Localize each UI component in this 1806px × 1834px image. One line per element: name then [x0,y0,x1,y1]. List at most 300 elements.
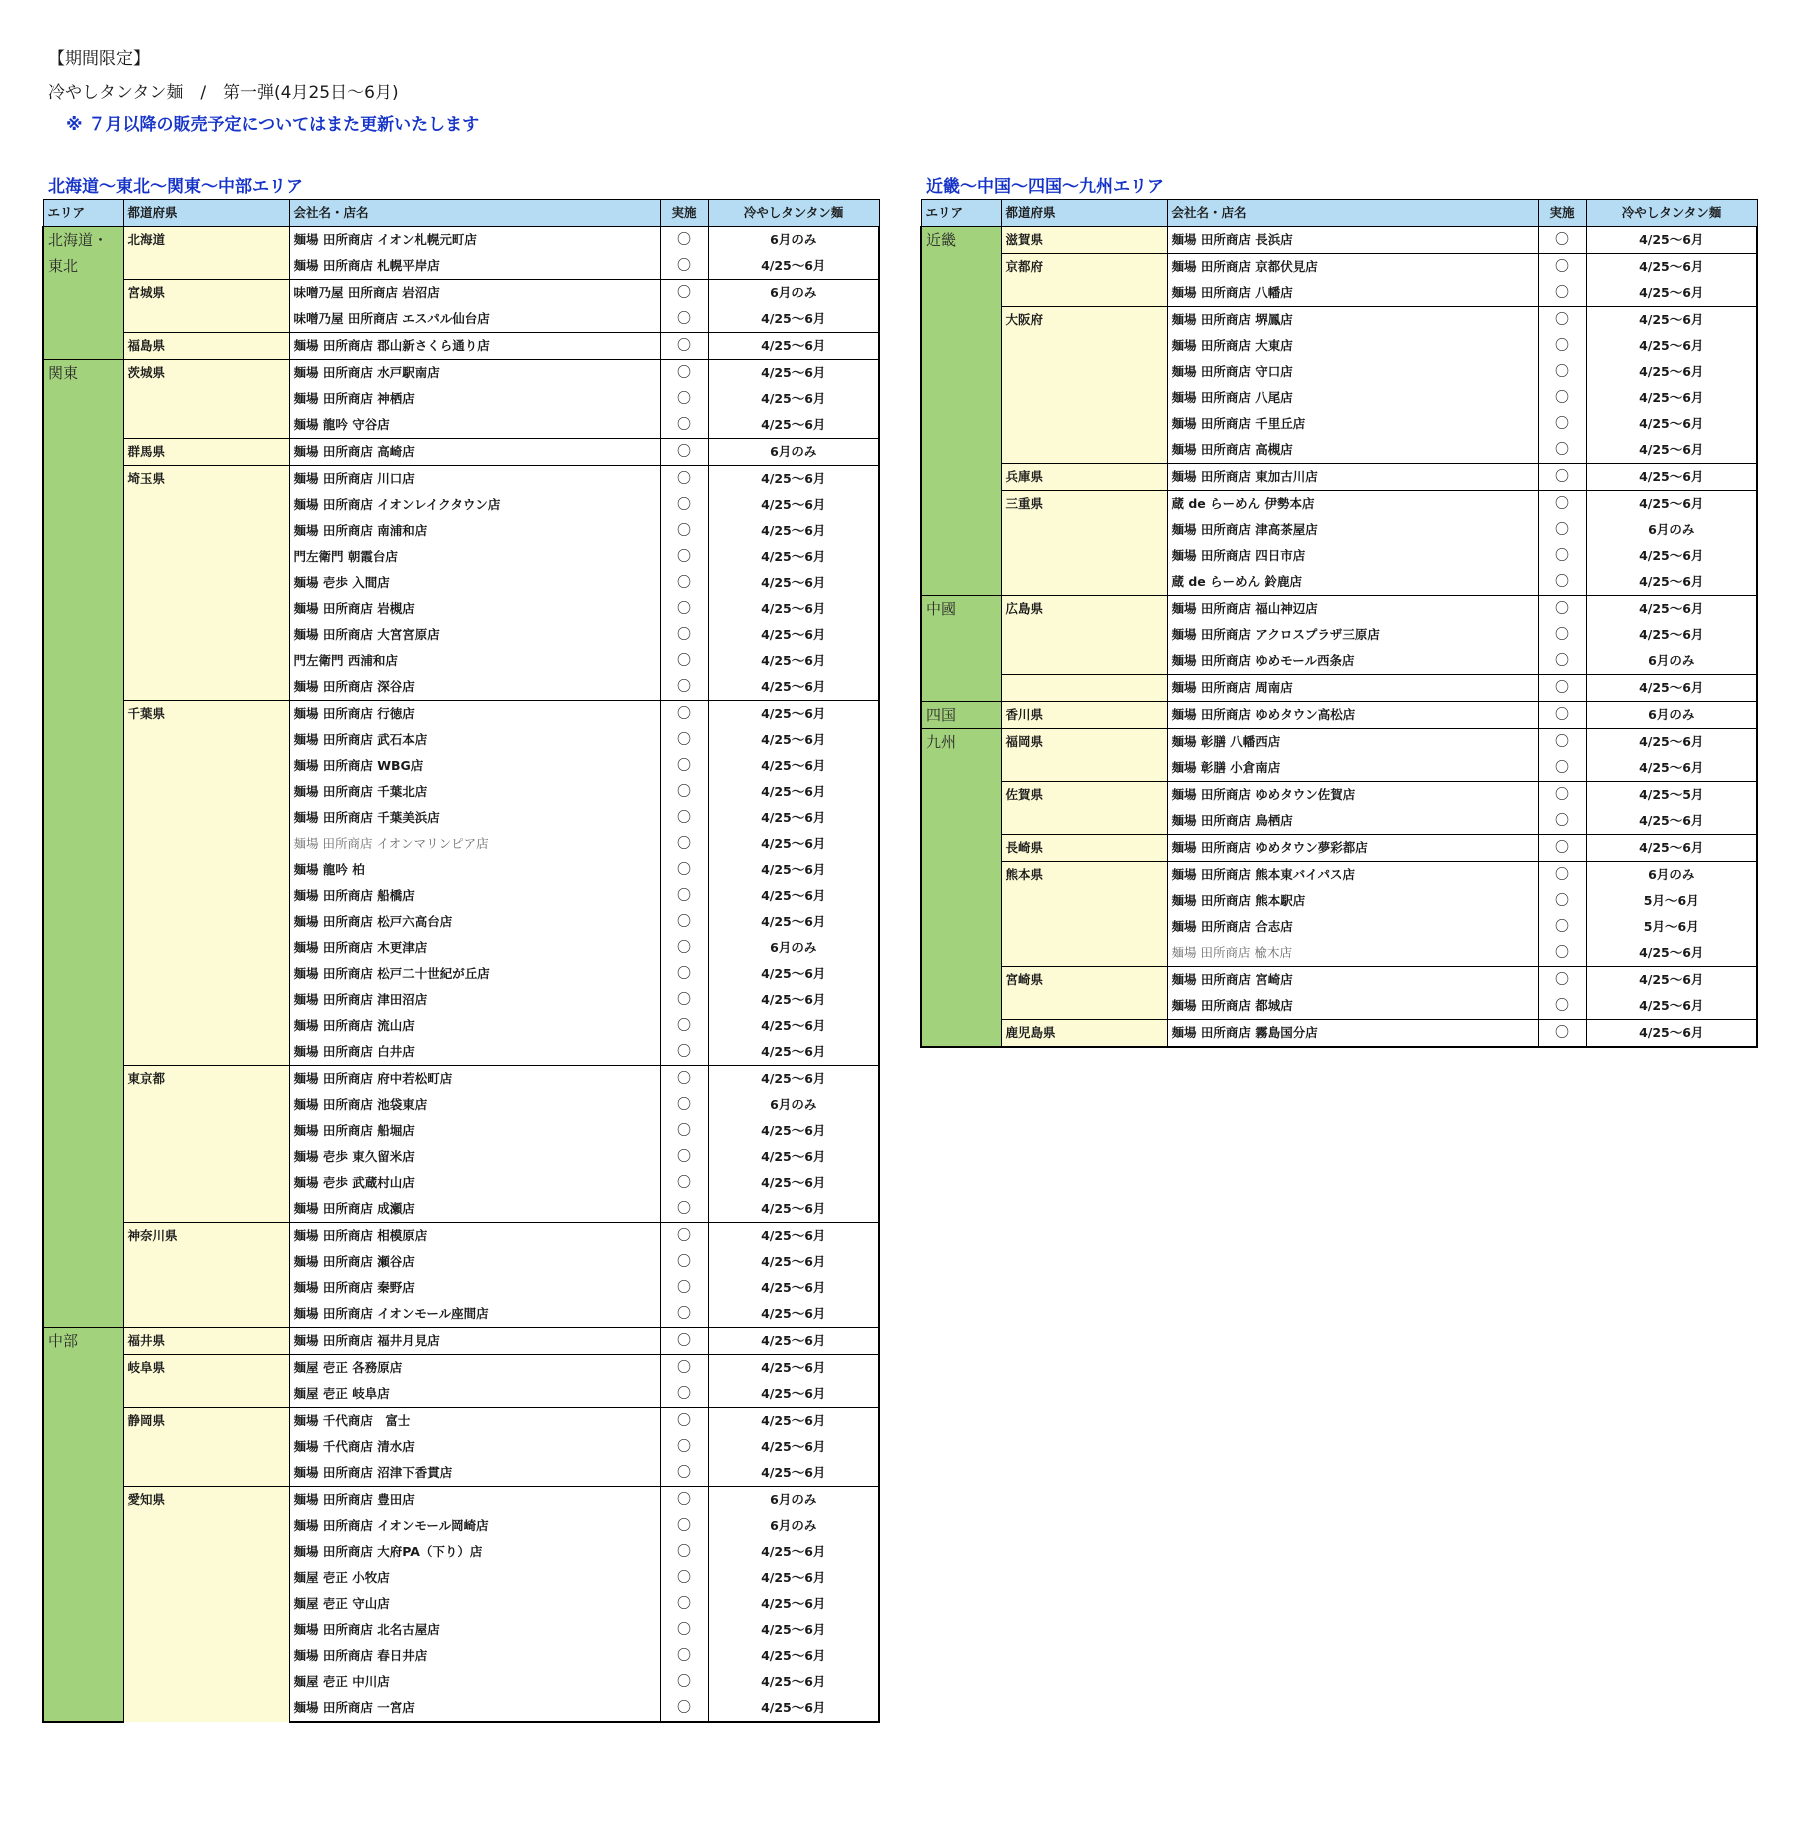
implemented-mark-cell: 〇 [660,1249,708,1275]
store-name-cell: 麺場 田所商店 八幡店 [1167,280,1538,307]
implemented-mark-cell: 〇 [660,386,708,412]
sales-period-cell: 6月のみ [708,1487,879,1514]
sales-period-cell: 4/25～6月 [708,1170,879,1196]
table-row [921,464,1757,491]
implemented-mark-cell: 〇 [660,909,708,935]
implemented-mark-cell: 〇 [660,492,708,518]
table-row [43,701,879,728]
store-name-cell: 麺場 田所商店 千葉美浜店 [289,805,660,831]
implemented-mark-cell: 〇 [1538,491,1586,518]
area-name: 四国 [926,706,957,724]
sales-period-cell: 4/25～6月 [708,306,879,333]
store-name-cell: 麺場 田所商店 守口店 [1167,359,1538,385]
implemented-mark-cell: 〇 [660,701,708,728]
sales-period-cell: 4/25～6月 [1586,333,1757,359]
implemented-mark-cell: 〇 [1538,835,1586,862]
sales-period-cell: 4/25～6月 [1586,359,1757,385]
sales-period-cell: 4/25～6月 [708,1355,879,1382]
implemented-mark-cell: 〇 [660,1695,708,1722]
prefecture-cell: 福井県 [123,1328,289,1355]
prefecture-cell: 三重県 [1001,491,1167,596]
implemented-mark-cell: 〇 [1538,359,1586,385]
area-cell [921,702,1001,729]
store-name-cell: 麺場 田所商店 秦野店 [289,1275,660,1301]
implemented-mark-cell: 〇 [660,1355,708,1382]
implemented-mark-cell: 〇 [660,1460,708,1487]
prefecture-cell: 北海道 [123,227,289,280]
prefecture-cell: 茨城県 [123,360,289,439]
sales-period-cell: 4/25～6月 [708,1381,879,1408]
sales-period-cell: 4/25～6月 [708,857,879,883]
implemented-mark-cell: 〇 [660,280,708,307]
sales-period-cell: 4/25～6月 [1586,967,1757,994]
implemented-mark-cell: 〇 [660,439,708,466]
store-name-cell: 麺屋 壱正 小牧店 [289,1565,660,1591]
sales-period-cell: 4/25～6月 [708,253,879,280]
sales-period-cell: 6月のみ [708,1513,879,1539]
table-row [43,280,879,307]
store-name-cell: 麺場 壱歩 武蔵村山店 [289,1170,660,1196]
implemented-mark-cell: 〇 [1538,888,1586,914]
store-name-cell: 麺場 田所商店 都城店 [1167,993,1538,1020]
implemented-mark-cell: 〇 [660,1118,708,1144]
implemented-mark-cell: 〇 [660,1408,708,1435]
sales-period-cell: 4/25～6月 [1586,254,1757,281]
table-row [921,835,1757,862]
sales-period-cell: 4/25～6月 [708,1275,879,1301]
implemented-mark-cell: 〇 [660,1039,708,1066]
prefecture-cell: 東京都 [123,1066,289,1223]
column-header-implemented: 実施 [1538,200,1586,227]
implemented-mark-cell: 〇 [1538,622,1586,648]
store-name-cell: 麺場 田所商店 津高茶屋店 [1167,517,1538,543]
store-name-cell: 麺場 田所商店 津田沼店 [289,987,660,1013]
table-row [43,1066,879,1093]
store-name-cell: 麺場 田所商店 四日市店 [1167,543,1538,569]
table-row [921,702,1757,729]
sales-period-cell: 4/25～6月 [1586,385,1757,411]
sales-period-cell: 4/25～6月 [708,412,879,439]
store-name-cell: 麺場 田所商店 武石本店 [289,727,660,753]
area-name: 中國 [926,600,957,618]
sales-period-cell: 4/25～6月 [708,701,879,728]
sales-period-cell: 4/25～6月 [708,987,879,1013]
sales-period-cell: 4/25～6月 [708,1223,879,1250]
implemented-mark-cell: 〇 [1538,596,1586,623]
store-name-cell: 麺場 田所商店 ゆめモール西条店 [1167,648,1538,675]
sales-period-cell: 4/25～6月 [708,961,879,987]
table-row [43,333,879,360]
store-name-cell: 麺場 田所商店 大宮宮原店 [289,622,660,648]
column-header-period: 冷やしタンタン麺 [708,200,879,227]
section-title-west: 近畿～中国～四国～九州エリア [926,177,1164,197]
table-row [43,1355,879,1382]
implemented-mark-cell: 〇 [1538,782,1586,809]
sales-period-cell: 4/25～6月 [708,1301,879,1328]
sales-period-cell: 4/25～6月 [708,492,879,518]
implemented-mark-cell: 〇 [660,227,708,254]
implemented-mark-cell: 〇 [660,412,708,439]
sales-period-cell: 4/25～6月 [708,570,879,596]
store-name-cell: 麺場 田所商店 宮崎店 [1167,967,1538,994]
store-name-cell: 麺場 田所商店 高槻店 [1167,437,1538,464]
sales-period-cell: 4/25～6月 [708,1669,879,1695]
sales-period-cell: 4/25～6月 [708,1013,879,1039]
implemented-mark-cell: 〇 [1538,808,1586,835]
prefecture-cell: 滋賀県 [1001,227,1167,254]
area-name: 中部 [48,1332,79,1350]
table-row [43,1408,879,1435]
prefecture-cell: 京都府 [1001,254,1167,307]
store-name-cell: 麺場 田所商店 イオンモール座間店 [289,1301,660,1328]
sales-period-cell: 4/25～6月 [1586,755,1757,782]
store-name-cell: 麺場 田所商店 長浜店 [1167,227,1538,254]
implemented-mark-cell: 〇 [1538,280,1586,307]
table-row [921,782,1757,809]
sales-period-cell: 4/25～6月 [708,805,879,831]
area-cell [43,1328,123,1723]
store-name-cell: 麺場 田所商店 福井月見店 [289,1328,660,1355]
store-name-cell: 麺場 田所商店 周南店 [1167,675,1538,702]
sales-period-cell: 4/25～6月 [708,1144,879,1170]
table-row [43,1328,879,1355]
implemented-mark-cell: 〇 [660,466,708,493]
sales-period-cell: 4/25～6月 [708,1249,879,1275]
store-name-cell: 麺場 田所商店 霧島国分店 [1167,1020,1538,1048]
sales-period-cell: 6月のみ [1586,702,1757,729]
sales-period-cell: 4/25～6月 [708,883,879,909]
sales-period-cell: 4/25～6月 [708,1460,879,1487]
sales-period-cell: 4/25～6月 [708,1066,879,1093]
prefecture-cell: 群馬県 [123,439,289,466]
store-name-cell: 麺場 田所商店 神栖店 [289,386,660,412]
store-name-cell: 麺場 田所商店 ゆめタウン佐賀店 [1167,782,1538,809]
sales-period-cell: 4/25～5月 [1586,782,1757,809]
store-name-cell: 麺場 田所商店 大府PA（下り）店 [289,1539,660,1565]
sales-period-cell: 4/25～6月 [1586,993,1757,1020]
section-title-east: 北海道～東北～関東～中部エリア [48,177,303,197]
implemented-mark-cell: 〇 [660,1381,708,1408]
implemented-mark-cell: 〇 [1538,993,1586,1020]
store-name-cell: 麺場 田所商店 千里丘店 [1167,411,1538,437]
table-row [921,675,1757,702]
store-name-cell: 麺場 田所商店 イオンレイクタウン店 [289,492,660,518]
implemented-mark-cell: 〇 [1538,437,1586,464]
prefecture-cell: 香川県 [1001,702,1167,729]
store-name-cell: 麺場 田所商店 木更津店 [289,935,660,961]
implemented-mark-cell: 〇 [1538,227,1586,254]
store-name-cell: 麺場 田所商店 一宮店 [289,1695,660,1722]
table-row [921,254,1757,281]
implemented-mark-cell: 〇 [1538,729,1586,756]
store-name-cell: 味噌乃屋 田所商店 エスパル仙台店 [289,306,660,333]
implemented-mark-cell: 〇 [660,596,708,622]
sales-period-cell: 4/25～6月 [708,753,879,779]
store-name-cell: 麺場 千代商店 富士 [289,1408,660,1435]
store-name-cell: 麺場 田所商店 堺鳳店 [1167,307,1538,334]
product-title: 冷やしタンタン麺 / 第一弾(4月25日～6月) [48,83,399,103]
sales-period-cell: 4/25～6月 [1586,675,1757,702]
implemented-mark-cell: 〇 [1538,755,1586,782]
sales-period-cell: 4/25～6月 [708,1617,879,1643]
sales-period-cell: 4/25～6月 [1586,280,1757,307]
implemented-mark-cell: 〇 [660,1196,708,1223]
store-name-cell: 麺場 田所商店 成瀬店 [289,1196,660,1223]
table-row [921,1020,1757,1048]
table-row [921,967,1757,994]
store-name-cell: 麺場 田所商店 相模原店 [289,1223,660,1250]
store-name-cell: 麺場 彰膳 八幡西店 [1167,729,1538,756]
prefecture-cell: 長崎県 [1001,835,1167,862]
prefecture-cell: 静岡県 [123,1408,289,1487]
implemented-mark-cell: 〇 [1538,675,1586,702]
implemented-mark-cell: 〇 [660,1092,708,1118]
sales-period-cell: 4/25～6月 [708,544,879,570]
store-name-cell: 麺場 田所商店 WBG店 [289,753,660,779]
store-name-cell: 麺場 田所商店 豊田店 [289,1487,660,1514]
sales-period-cell: 4/25～6月 [1586,437,1757,464]
sales-period-cell: 4/25～6月 [708,648,879,674]
implemented-mark-cell: 〇 [1538,333,1586,359]
store-name-cell: 門左衛門 朝霞台店 [289,544,660,570]
implemented-mark-cell: 〇 [660,1013,708,1039]
implemented-mark-cell: 〇 [1538,543,1586,569]
sales-period-cell: 6月のみ [1586,648,1757,675]
column-header-store: 会社名・店名 [289,200,660,227]
sales-period-cell: 4/25～6月 [1586,940,1757,967]
sales-period-cell: 4/25～6月 [708,1591,879,1617]
store-name-cell: 麺場 田所商店 白井店 [289,1039,660,1066]
implemented-mark-cell: 〇 [660,570,708,596]
table-row [43,360,879,387]
implemented-mark-cell: 〇 [660,333,708,360]
area-cell [43,360,123,1328]
table-row [921,729,1757,756]
implemented-mark-cell: 〇 [660,1066,708,1093]
sales-period-cell: 4/25～6月 [1586,411,1757,437]
store-name-cell: 麺場 龍吟 守谷店 [289,412,660,439]
store-name-cell: 麺場 田所商店 イオン札幌元町店 [289,227,660,254]
prefecture-cell: 福島県 [123,333,289,360]
implemented-mark-cell: 〇 [660,779,708,805]
store-name-cell: 麺場 田所商店 合志店 [1167,914,1538,940]
store-name-cell: 麺場 田所商店 熊本駅店 [1167,888,1538,914]
implemented-mark-cell: 〇 [1538,1020,1586,1048]
sales-period-cell: 4/25～6月 [708,1408,879,1435]
sales-period-cell: 4/25～6月 [1586,1020,1757,1048]
implemented-mark-cell: 〇 [1538,702,1586,729]
sales-period-cell: 4/25～6月 [1586,491,1757,518]
column-header-area: エリア [921,200,1001,227]
sales-period-cell: 5月～6月 [1586,914,1757,940]
table-row [921,227,1757,254]
store-name-cell: 麺場 田所商店 鳥栖店 [1167,808,1538,835]
implemented-mark-cell: 〇 [1538,569,1586,596]
sales-period-cell: 4/25～6月 [1586,729,1757,756]
prefecture-cell: 兵庫県 [1001,464,1167,491]
sales-period-cell: 4/25～6月 [1586,622,1757,648]
sales-period-cell: 4/25～6月 [1586,227,1757,254]
store-name-cell: 麺場 壱歩 東久留米店 [289,1144,660,1170]
sales-period-cell: 4/25～6月 [708,1328,879,1355]
store-name-cell: 麺場 田所商店 イオンモール岡崎店 [289,1513,660,1539]
store-name-cell: 麺場 田所商店 府中若松町店 [289,1066,660,1093]
column-header-prefecture: 都道府県 [1001,200,1167,227]
store-name-cell: 麺場 田所商店 船橋店 [289,883,660,909]
store-name-cell: 麺場 田所商店 春日井店 [289,1643,660,1669]
sales-period-cell: 6月のみ [708,935,879,961]
prefecture-cell: 福岡県 [1001,729,1167,782]
implemented-mark-cell: 〇 [1538,914,1586,940]
store-name-cell: 麺場 千代商店 清水店 [289,1434,660,1460]
store-name-cell: 麺場 田所商店 ゆめタウン夢彩都店 [1167,835,1538,862]
sales-period-cell: 4/25～6月 [708,333,879,360]
sales-period-cell: 6月のみ [708,439,879,466]
table-row [43,439,879,466]
store-table-east [42,199,880,1723]
implemented-mark-cell: 〇 [660,831,708,857]
store-name-cell: 麺場 田所商店 郡山新さくら通り店 [289,333,660,360]
sales-period-cell: 4/25～6月 [708,1643,879,1669]
column-header-implemented: 実施 [660,200,708,227]
implemented-mark-cell: 〇 [1538,648,1586,675]
implemented-mark-cell: 〇 [660,1223,708,1250]
sales-period-cell: 4/25～6月 [708,1434,879,1460]
store-name-cell: 麺屋 壱正 岐阜店 [289,1381,660,1408]
area-name: 北海道・東北 [48,231,109,275]
implemented-mark-cell: 〇 [660,544,708,570]
sales-period-cell: 4/25～6月 [1586,808,1757,835]
implemented-mark-cell: 〇 [660,987,708,1013]
sales-period-cell: 4/25～6月 [708,1118,879,1144]
area-cell [921,596,1001,702]
store-name-cell: 麺場 田所商店 松戸六高台店 [289,909,660,935]
sales-period-cell: 4/25～6月 [708,674,879,701]
area-name: 関東 [48,364,79,382]
area-cell [921,729,1001,1048]
sales-period-cell: 6月のみ [708,280,879,307]
implemented-mark-cell: 〇 [660,253,708,280]
table-header-row [43,200,879,227]
prefecture-cell: 広島県 [1001,596,1167,675]
table-row [921,491,1757,518]
implemented-mark-cell: 〇 [660,360,708,387]
store-name-cell: 麺場 田所商店 北名古屋店 [289,1617,660,1643]
sales-period-cell: 6月のみ [708,1092,879,1118]
implemented-mark-cell: 〇 [660,961,708,987]
sales-period-cell: 4/25～6月 [708,596,879,622]
store-name-cell: 麺場 田所商店 水戸駅南店 [289,360,660,387]
implemented-mark-cell: 〇 [1538,307,1586,334]
sales-period-cell: 4/25～6月 [708,386,879,412]
store-name-cell: 麺場 田所商店 瀬谷店 [289,1249,660,1275]
column-header-prefecture: 都道府県 [123,200,289,227]
store-name-cell: 麺屋 壱正 守山店 [289,1591,660,1617]
implemented-mark-cell: 〇 [660,306,708,333]
prefecture-cell: 熊本県 [1001,862,1167,967]
sales-period-cell: 4/25～6月 [708,831,879,857]
store-name-cell: 麺場 田所商店 大東店 [1167,333,1538,359]
area-name: 近畿 [926,231,957,249]
store-name-cell: 麺場 龍吟 柏 [289,857,660,883]
implemented-mark-cell: 〇 [660,1434,708,1460]
sales-period-cell: 4/25～6月 [708,909,879,935]
store-name-cell: 蔵 de らーめん 鈴鹿店 [1167,569,1538,596]
table-row [43,227,879,254]
sales-period-cell: 6月のみ [1586,517,1757,543]
column-header-period: 冷やしタンタン麺 [1586,200,1757,227]
prefecture-cell: 宮城県 [123,280,289,333]
implemented-mark-cell: 〇 [660,1487,708,1514]
store-table-west [920,199,1758,1048]
sales-period-cell: 5月～6月 [1586,888,1757,914]
implemented-mark-cell: 〇 [660,857,708,883]
prefecture-cell: 愛知県 [123,1487,289,1723]
store-name-cell: 麺場 田所商店 南浦和店 [289,518,660,544]
sales-period-cell: 4/25～6月 [708,518,879,544]
prefecture-cell: 神奈川県 [123,1223,289,1328]
implemented-mark-cell: 〇 [660,648,708,674]
store-name-cell: 麺場 田所商店 楡木店 [1167,940,1538,967]
implemented-mark-cell: 〇 [660,1275,708,1301]
implemented-mark-cell: 〇 [660,1617,708,1643]
column-header-area: エリア [43,200,123,227]
implemented-mark-cell: 〇 [660,727,708,753]
prefecture-cell: 宮崎県 [1001,967,1167,1020]
store-name-cell: 麺場 田所商店 岩槻店 [289,596,660,622]
implemented-mark-cell: 〇 [660,1539,708,1565]
store-name-cell: 麺場 田所商店 高崎店 [289,439,660,466]
implemented-mark-cell: 〇 [660,1643,708,1669]
store-name-cell: 麺場 田所商店 東加古川店 [1167,464,1538,491]
implemented-mark-cell: 〇 [1538,411,1586,437]
implemented-mark-cell: 〇 [660,1669,708,1695]
implemented-mark-cell: 〇 [660,935,708,961]
store-name-cell: 麺場 田所商店 札幌平岸店 [289,253,660,280]
table-row [921,307,1757,334]
store-name-cell: 麺場 田所商店 松戸二十世紀が丘店 [289,961,660,987]
store-name-cell: 麺場 田所商店 アクロスプラザ三原店 [1167,622,1538,648]
table-row [43,466,879,493]
implemented-mark-cell: 〇 [1538,940,1586,967]
implemented-mark-cell: 〇 [660,753,708,779]
store-name-cell: 麺場 田所商店 イオンマリンピア店 [289,831,660,857]
period-limited-label: 【期間限定】 [48,49,150,69]
store-name-cell: 麺場 田所商店 ゆめタウン高松店 [1167,702,1538,729]
sales-period-cell: 4/25～6月 [708,1196,879,1223]
sales-period-cell: 4/25～6月 [1586,543,1757,569]
sales-period-cell: 6月のみ [708,227,879,254]
sales-period-cell: 4/25～6月 [708,1695,879,1722]
store-name-cell: 麺場 田所商店 沼津下香貫店 [289,1460,660,1487]
store-name-cell: 麺場 田所商店 船堀店 [289,1118,660,1144]
sales-period-cell: 4/25～6月 [1586,464,1757,491]
store-name-cell: 麺場 田所商店 深谷店 [289,674,660,701]
sales-period-cell: 4/25～6月 [708,1039,879,1066]
store-name-cell: 麺場 田所商店 熊本東バイパス店 [1167,862,1538,889]
implemented-mark-cell: 〇 [660,805,708,831]
prefecture-cell: 佐賀県 [1001,782,1167,835]
sales-period-cell: 4/25～6月 [708,622,879,648]
prefecture-cell: 埼玉県 [123,466,289,701]
implemented-mark-cell: 〇 [1538,254,1586,281]
sales-period-cell: 4/25～6月 [1586,307,1757,334]
store-name-cell: 麺場 壱歩 入間店 [289,570,660,596]
column-header-store: 会社名・店名 [1167,200,1538,227]
store-name-cell: 麺屋 壱正 中川店 [289,1669,660,1695]
store-name-cell: 麺場 田所商店 行徳店 [289,701,660,728]
implemented-mark-cell: 〇 [660,1565,708,1591]
